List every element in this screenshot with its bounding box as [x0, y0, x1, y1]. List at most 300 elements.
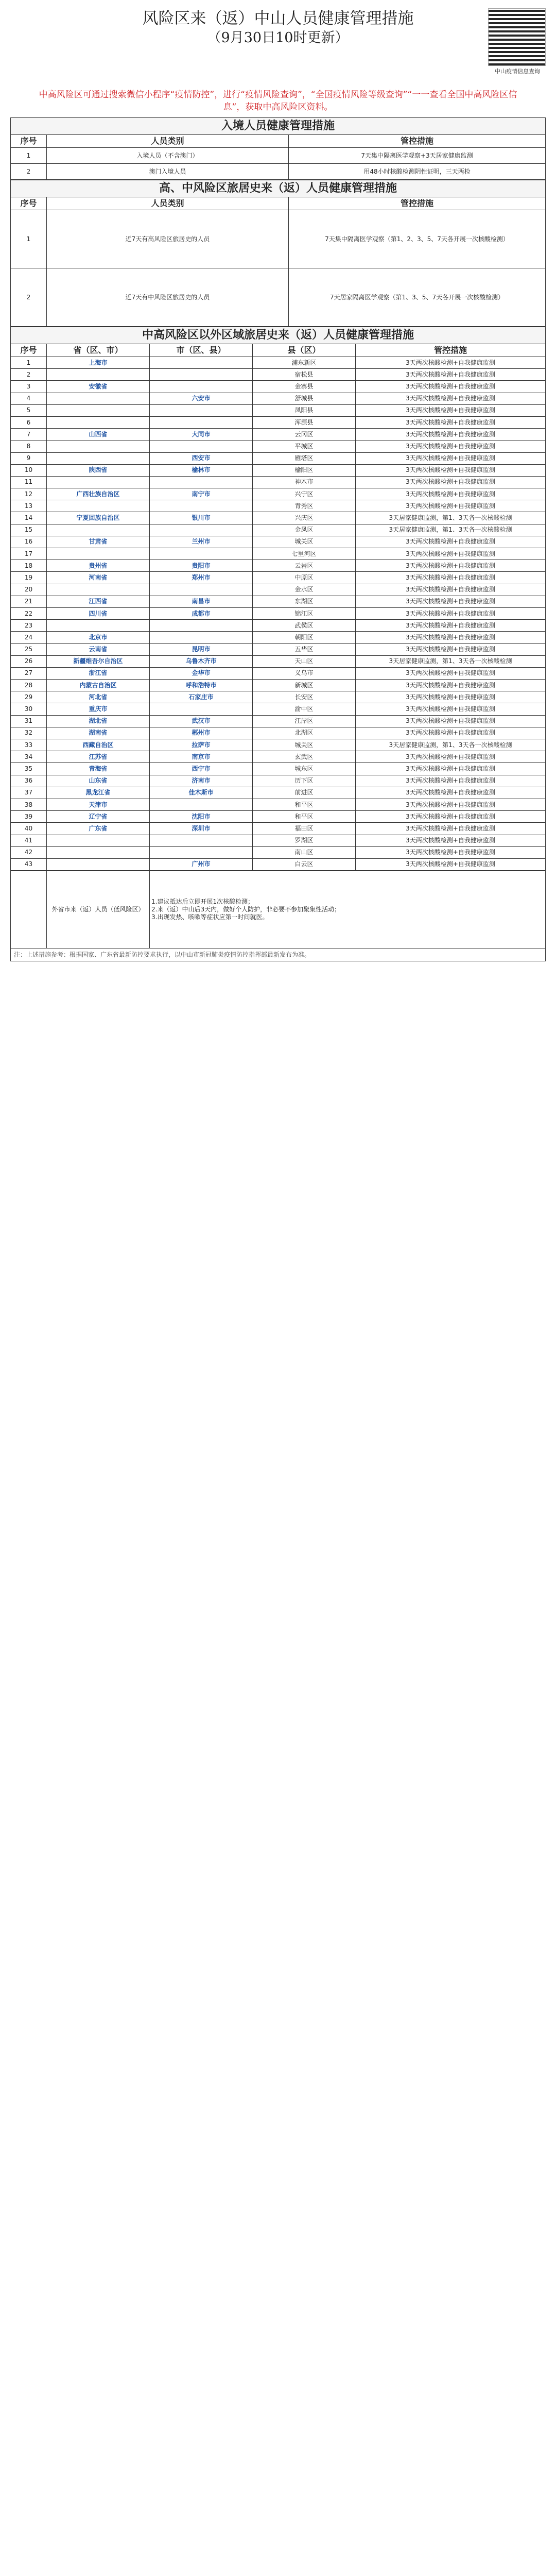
row-number: 38: [11, 799, 47, 810]
control-measure: 3天居家健康监测，第1、3天各一次核酸检测: [356, 512, 546, 524]
city-cell: 银川市: [150, 512, 253, 524]
table-row: [11, 667, 546, 679]
county-cell: 浦东新区: [253, 357, 356, 369]
control-measure: [150, 871, 546, 948]
province-cell: 陕西省: [47, 464, 150, 476]
county-cell: 凤阳县: [253, 404, 356, 416]
col-header: 市（区、县）: [150, 344, 253, 357]
row-number: 41: [11, 835, 47, 846]
row-number: 34: [11, 751, 47, 763]
control-measure: 3天两次核酸检测+自我健康监测: [356, 811, 546, 823]
county-cell: 福田区: [253, 823, 356, 835]
control-measure: 3天居家健康监测，第1、3天各一次核酸检测: [356, 524, 546, 536]
row-number: [11, 871, 47, 948]
county-cell: 神木市: [253, 476, 356, 488]
county-cell: 金寨县: [253, 381, 356, 393]
table-row: [11, 560, 546, 572]
province-cell: [47, 846, 150, 858]
province-cell: 湖南省: [47, 727, 150, 739]
county-cell: 兴宁区: [253, 488, 356, 500]
city-cell: 沈阳市: [150, 811, 253, 823]
city-cell: [150, 620, 253, 632]
control-measure: 3天两次核酸检测+自我健康监测: [356, 620, 546, 632]
qr-code[interactable]: [488, 8, 546, 66]
entry-table: [10, 117, 546, 180]
table-row: [11, 811, 546, 823]
province-cell: [47, 452, 150, 464]
control-measure: 3天两次核酸检测+自我健康监测: [356, 846, 546, 858]
control-measure: 3天两次核酸检测+自我健康监测: [356, 500, 546, 512]
table-row: [11, 393, 546, 404]
county-cell: 锦江区: [253, 607, 356, 619]
control-measure: 7天居家隔离医学观察（第1、3、5、7天各开展一次核酸检测）: [289, 268, 546, 327]
row-number: 29: [11, 691, 47, 703]
county-cell: 七里河区: [253, 548, 356, 560]
city-cell: 广州市: [150, 858, 253, 870]
city-cell: 西宁市: [150, 763, 253, 775]
city-cell: [150, 500, 253, 512]
city-cell: 西安市: [150, 452, 253, 464]
row-number: 14: [11, 512, 47, 524]
city-cell: 乌鲁木齐市: [150, 655, 253, 667]
province-cell: [47, 476, 150, 488]
control-measure: 7天集中隔离医学观察（第1、2、3、5、7天各开展一次核酸检测）: [289, 210, 546, 268]
province-cell: [47, 416, 150, 428]
control-measure: 3天两次核酸检测+自我健康监测: [356, 751, 546, 763]
control-measure: 3天居家健康监测，第1、3天各一次核酸检测: [356, 655, 546, 667]
province-cell: 浙江省: [47, 667, 150, 679]
province-cell: 安徽省: [47, 381, 150, 393]
row-number: 6: [11, 416, 47, 428]
control-measure: 3天两次核酸检测+自我健康监测: [356, 787, 546, 799]
city-cell: 深圳市: [150, 823, 253, 835]
county-cell: 金凤区: [253, 524, 356, 536]
table-row: [11, 775, 546, 787]
province-cell: [47, 858, 150, 870]
city-cell: 金华市: [150, 667, 253, 679]
col-header: 省（区、市）: [47, 344, 150, 357]
table-row: [11, 548, 546, 560]
measure-line: 2.来（返）中山后3天内，做好个人防护，非必要不参加聚集性活动；: [151, 906, 341, 913]
person-category: 近7天有高风险区旅居史的人员: [47, 210, 289, 268]
row-number: 27: [11, 667, 47, 679]
row-number: 5: [11, 404, 47, 416]
control-measure: 3天两次核酸检测+自我健康监测: [356, 357, 546, 369]
county-cell: 宿松县: [253, 369, 356, 381]
control-measure: 3天两次核酸检测+自我健康监测: [356, 691, 546, 703]
control-measure: 3天两次核酸检测+自我健康监测: [356, 393, 546, 404]
county-cell: 天山区: [253, 655, 356, 667]
row-number: 3: [11, 381, 47, 393]
county-cell: 舒城县: [253, 393, 356, 404]
province-cell: 重庆市: [47, 703, 150, 715]
col-header: 序号: [11, 135, 47, 148]
row-number: 8: [11, 440, 47, 452]
city-cell: 昆明市: [150, 643, 253, 655]
control-measure: 3天两次核酸检测+自我健康监测: [356, 476, 546, 488]
city-cell: 郑州市: [150, 572, 253, 584]
row-number: 25: [11, 643, 47, 655]
province-cell: [47, 620, 150, 632]
table-row: [11, 632, 546, 643]
domestic-table: [10, 327, 546, 871]
page-header: [10, 8, 546, 86]
row-number: 43: [11, 858, 47, 870]
control-measure: 3天两次核酸检测+自我健康监测: [356, 369, 546, 381]
province-cell: 上海市: [47, 357, 150, 369]
province-cell: 宁夏回族自治区: [47, 512, 150, 524]
row-number: 28: [11, 680, 47, 691]
row-number: 1: [11, 357, 47, 369]
measure-line: 1.建议抵达后立即开展1次核酸检测；: [151, 898, 254, 906]
control-measure: 3天两次核酸检测+自我健康监测: [356, 715, 546, 727]
section-title: 入境人员健康管理措施: [11, 118, 546, 135]
province-cell: 江西省: [47, 596, 150, 607]
row-number: 2: [11, 268, 47, 327]
row-number: 11: [11, 476, 47, 488]
table-row: [11, 500, 546, 512]
table-row: [11, 823, 546, 835]
county-cell: 玄武区: [253, 751, 356, 763]
table-row: [11, 787, 546, 799]
row-number: 1: [11, 210, 47, 268]
table-row: [11, 464, 546, 476]
notice-text: 中高风险区可通过搜索微信小程序“疫情防控”，进行“疫情风险查询”，“全国疫情风险等级查询”“一一查看全国中高风险区信息”，获取中高风险区资料。: [39, 90, 517, 112]
low-risk-table: [10, 871, 546, 961]
col-header: 序号: [11, 197, 47, 210]
county-cell: 江岸区: [253, 715, 356, 727]
person-category: 外省市来（返）人员（低风险区）: [47, 871, 150, 948]
province-cell: [47, 584, 150, 596]
city-cell: [150, 846, 253, 858]
table-row: [11, 512, 546, 524]
row-number: 26: [11, 655, 47, 667]
col-header: 县（区）: [253, 344, 356, 357]
province-cell: 四川省: [47, 607, 150, 619]
control-measure: 3天两次核酸检测+自我健康监测: [356, 584, 546, 596]
row-number: 37: [11, 787, 47, 799]
control-measure: 3天两次核酸检测+自我健康监测: [356, 572, 546, 584]
province-cell: [47, 369, 150, 381]
control-measure: 3天两次核酸检测+自我健康监测: [356, 429, 546, 440]
county-cell: 长安区: [253, 691, 356, 703]
control-measure: 3天两次核酸检测+自我健康监测: [356, 416, 546, 428]
county-cell: 新城区: [253, 680, 356, 691]
city-cell: 南京市: [150, 751, 253, 763]
city-cell: [150, 416, 253, 428]
city-cell: [150, 632, 253, 643]
province-cell: 内蒙古自治区: [47, 680, 150, 691]
county-cell: 城关区: [253, 739, 356, 751]
row-number: 42: [11, 846, 47, 858]
province-cell: 河北省: [47, 691, 150, 703]
city-cell: 大同市: [150, 429, 253, 440]
table-row: [11, 858, 546, 870]
row-number: 23: [11, 620, 47, 632]
table-row: [11, 268, 546, 327]
row-number: 36: [11, 775, 47, 787]
table-row: [11, 727, 546, 739]
city-cell: 南昌市: [150, 596, 253, 607]
city-cell: [150, 369, 253, 381]
county-cell: 五华区: [253, 643, 356, 655]
control-measure: 7天集中隔离医学观察+3天居家健康监测: [289, 148, 546, 164]
person-category: 入境人员（不含澳门）: [47, 148, 289, 164]
city-cell: [150, 548, 253, 560]
county-cell: 和平区: [253, 811, 356, 823]
table-row: [11, 488, 546, 500]
province-cell: 天津市: [47, 799, 150, 810]
table-row: [11, 572, 546, 584]
control-measure: 3天两次核酸检测+自我健康监测: [356, 727, 546, 739]
row-number: 19: [11, 572, 47, 584]
county-cell: 中原区: [253, 572, 356, 584]
row-number: 1: [11, 148, 47, 164]
county-cell: 云冈区: [253, 429, 356, 440]
control-measure: 3天两次核酸检测+自我健康监测: [356, 763, 546, 775]
county-cell: 朝阳区: [253, 632, 356, 643]
row-number: 10: [11, 464, 47, 476]
county-cell: 金水区: [253, 584, 356, 596]
control-measure: 3天两次核酸检测+自我健康监测: [356, 703, 546, 715]
province-cell: 北京市: [47, 632, 150, 643]
row-number: 17: [11, 548, 47, 560]
control-measure: 用48小时核酸检测阴性证明，三天两检: [289, 164, 546, 180]
section-title: 高、中风险区旅居史来（返）人员健康管理措施: [11, 180, 546, 197]
table-row: [11, 381, 546, 393]
city-cell: 贵阳市: [150, 560, 253, 572]
control-measure: 3天两次核酸检测+自我健康监测: [356, 452, 546, 464]
city-cell: 呼和浩特市: [150, 680, 253, 691]
province-cell: 云南省: [47, 643, 150, 655]
control-measure: 3天两次核酸检测+自我健康监测: [356, 775, 546, 787]
province-cell: 贵州省: [47, 560, 150, 572]
table-row: [11, 739, 546, 751]
person-category: 澳门入境人员: [47, 164, 289, 180]
table-row: [11, 210, 546, 268]
city-cell: 南宁市: [150, 488, 253, 500]
table-row: [11, 691, 546, 703]
county-cell: 榆阳区: [253, 464, 356, 476]
control-measure: 3天两次核酸检测+自我健康监测: [356, 488, 546, 500]
col-header: 人员类别: [47, 197, 289, 210]
county-cell: 前进区: [253, 787, 356, 799]
control-measure: 3天两次核酸检测+自我健康监测: [356, 536, 546, 548]
measure-line: 3.出现发热、咳嗽等症状应第一时间就医。: [151, 913, 269, 921]
person-category: 近7天有中风险区旅居史的人员: [47, 268, 289, 327]
province-cell: [47, 524, 150, 536]
page-title: 风险区来（返）中山人员健康管理措施: [142, 9, 414, 28]
control-measure: 3天两次核酸检测+自我健康监测: [356, 548, 546, 560]
control-measure: 3天两次核酸检测+自我健康监测: [356, 440, 546, 452]
county-cell: 城东区: [253, 763, 356, 775]
province-cell: 西藏自治区: [47, 739, 150, 751]
control-measure: 3天两次核酸检测+自我健康监测: [356, 858, 546, 870]
row-number: 2: [11, 369, 47, 381]
table-row: [11, 596, 546, 607]
table-row: [11, 871, 546, 948]
row-number: 20: [11, 584, 47, 596]
county-cell: 武侯区: [253, 620, 356, 632]
table-row: [11, 799, 546, 810]
city-cell: 六安市: [150, 393, 253, 404]
county-cell: 和平区: [253, 799, 356, 810]
control-measure: 3天两次核酸检测+自我健康监测: [356, 607, 546, 619]
table-row: [11, 643, 546, 655]
row-number: 16: [11, 536, 47, 548]
city-cell: [150, 524, 253, 536]
control-measure: 3天两次核酸检测+自我健康监测: [356, 680, 546, 691]
province-cell: 新疆维吾尔自治区: [47, 655, 150, 667]
county-cell: 东湖区: [253, 596, 356, 607]
county-cell: 义乌市: [253, 667, 356, 679]
city-cell: 济南市: [150, 775, 253, 787]
control-measure: 3天两次核酸检测+自我健康监测: [356, 799, 546, 810]
province-cell: 甘肃省: [47, 536, 150, 548]
province-cell: 广西壮族自治区: [47, 488, 150, 500]
city-cell: 佳木斯市: [150, 787, 253, 799]
control-measure: 3天两次核酸检测+自我健康监测: [356, 835, 546, 846]
county-cell: 兴庆区: [253, 512, 356, 524]
city-cell: [150, 476, 253, 488]
table-row: [11, 369, 546, 381]
row-number: 22: [11, 607, 47, 619]
city-cell: 石家庄市: [150, 691, 253, 703]
control-measure: 3天两次核酸检测+自我健康监测: [356, 464, 546, 476]
table-row: [11, 357, 546, 369]
city-cell: 武汉市: [150, 715, 253, 727]
city-cell: 榆林市: [150, 464, 253, 476]
city-cell: 拉萨市: [150, 739, 253, 751]
city-cell: [150, 703, 253, 715]
table-row: [11, 148, 546, 164]
table-row: [11, 536, 546, 548]
row-number: 7: [11, 429, 47, 440]
county-cell: 云岩区: [253, 560, 356, 572]
province-cell: [47, 835, 150, 846]
row-number: 13: [11, 500, 47, 512]
city-cell: [150, 404, 253, 416]
county-cell: 青秀区: [253, 500, 356, 512]
province-cell: [47, 548, 150, 560]
control-measure: 3天两次核酸检测+自我健康监测: [356, 560, 546, 572]
row-number: 15: [11, 524, 47, 536]
row-number: 12: [11, 488, 47, 500]
row-number: 33: [11, 739, 47, 751]
row-number: 35: [11, 763, 47, 775]
province-cell: 辽宁省: [47, 811, 150, 823]
control-measure: 3天两次核酸检测+自我健康监测: [356, 667, 546, 679]
county-cell: 城关区: [253, 536, 356, 548]
table-row: [11, 452, 546, 464]
province-cell: 广东省: [47, 823, 150, 835]
control-measure: 3天两次核酸检测+自我健康监测: [356, 823, 546, 835]
table-row: [11, 584, 546, 596]
table-row: [11, 404, 546, 416]
city-cell: [150, 381, 253, 393]
control-measure: 3天两次核酸检测+自我健康监测: [356, 643, 546, 655]
province-cell: [47, 404, 150, 416]
col-header: 管控措施: [356, 344, 546, 357]
table-row: [11, 440, 546, 452]
qr-caption: 中山疫情信息查询: [495, 68, 540, 75]
row-number: 32: [11, 727, 47, 739]
table-row: [11, 763, 546, 775]
county-cell: 平城区: [253, 440, 356, 452]
row-number: 30: [11, 703, 47, 715]
city-cell: [150, 584, 253, 596]
county-cell: 南山区: [253, 846, 356, 858]
city-cell: [150, 799, 253, 810]
county-cell: 渝中区: [253, 703, 356, 715]
province-cell: 山东省: [47, 775, 150, 787]
table-row: [11, 607, 546, 619]
control-measure: 3天居家健康监测，第1、3天各一次核酸检测: [356, 739, 546, 751]
province-cell: [47, 440, 150, 452]
province-cell: 江苏省: [47, 751, 150, 763]
table-row: [11, 751, 546, 763]
row-number: 4: [11, 393, 47, 404]
table-row: [11, 655, 546, 667]
province-cell: [47, 393, 150, 404]
province-cell: 河南省: [47, 572, 150, 584]
table-row: [11, 703, 546, 715]
city-cell: 兰州市: [150, 536, 253, 548]
table-row: [11, 846, 546, 858]
control-measure: 3天两次核酸检测+自我健康监测: [356, 381, 546, 393]
county-cell: 历下区: [253, 775, 356, 787]
table-row: [11, 524, 546, 536]
col-header: 人员类别: [47, 135, 289, 148]
footnote: 注：上述措施参考：根据国家、广东省最新防控要求执行，以中山市新冠肺炎疫情防控指挥部最新发布为准。: [11, 948, 546, 961]
update-time: （9月30日10时更新）: [207, 30, 349, 46]
col-header: 管控措施: [289, 197, 546, 210]
province-cell: 山西省: [47, 429, 150, 440]
control-measure: 3天两次核酸检测+自我健康监测: [356, 632, 546, 643]
county-cell: 白云区: [253, 858, 356, 870]
row-number: 21: [11, 596, 47, 607]
table-row: [11, 715, 546, 727]
row-number: 9: [11, 452, 47, 464]
table-row: [11, 476, 546, 488]
table-row: [11, 620, 546, 632]
table-row: [11, 429, 546, 440]
province-cell: 青海省: [47, 763, 150, 775]
province-cell: 黑龙江省: [47, 787, 150, 799]
col-header: 序号: [11, 344, 47, 357]
table-row: [11, 416, 546, 428]
row-number: 2: [11, 164, 47, 180]
city-cell: [150, 357, 253, 369]
county-cell: 雁塔区: [253, 452, 356, 464]
city-cell: 郴州市: [150, 727, 253, 739]
section-title: 中高风险区以外区域旅居史来（返）人员健康管理措施: [11, 327, 546, 344]
control-measure: 3天两次核酸检测+自我健康监测: [356, 596, 546, 607]
risk-area-table: [10, 180, 546, 327]
province-cell: 湖北省: [47, 715, 150, 727]
row-number: 18: [11, 560, 47, 572]
table-row: [11, 164, 546, 180]
row-number: 39: [11, 811, 47, 823]
table-row: [11, 835, 546, 846]
city-cell: [150, 835, 253, 846]
county-cell: 浑源县: [253, 416, 356, 428]
city-cell: [150, 440, 253, 452]
row-number: 40: [11, 823, 47, 835]
row-number: 24: [11, 632, 47, 643]
county-cell: 罗湖区: [253, 835, 356, 846]
row-number: 31: [11, 715, 47, 727]
